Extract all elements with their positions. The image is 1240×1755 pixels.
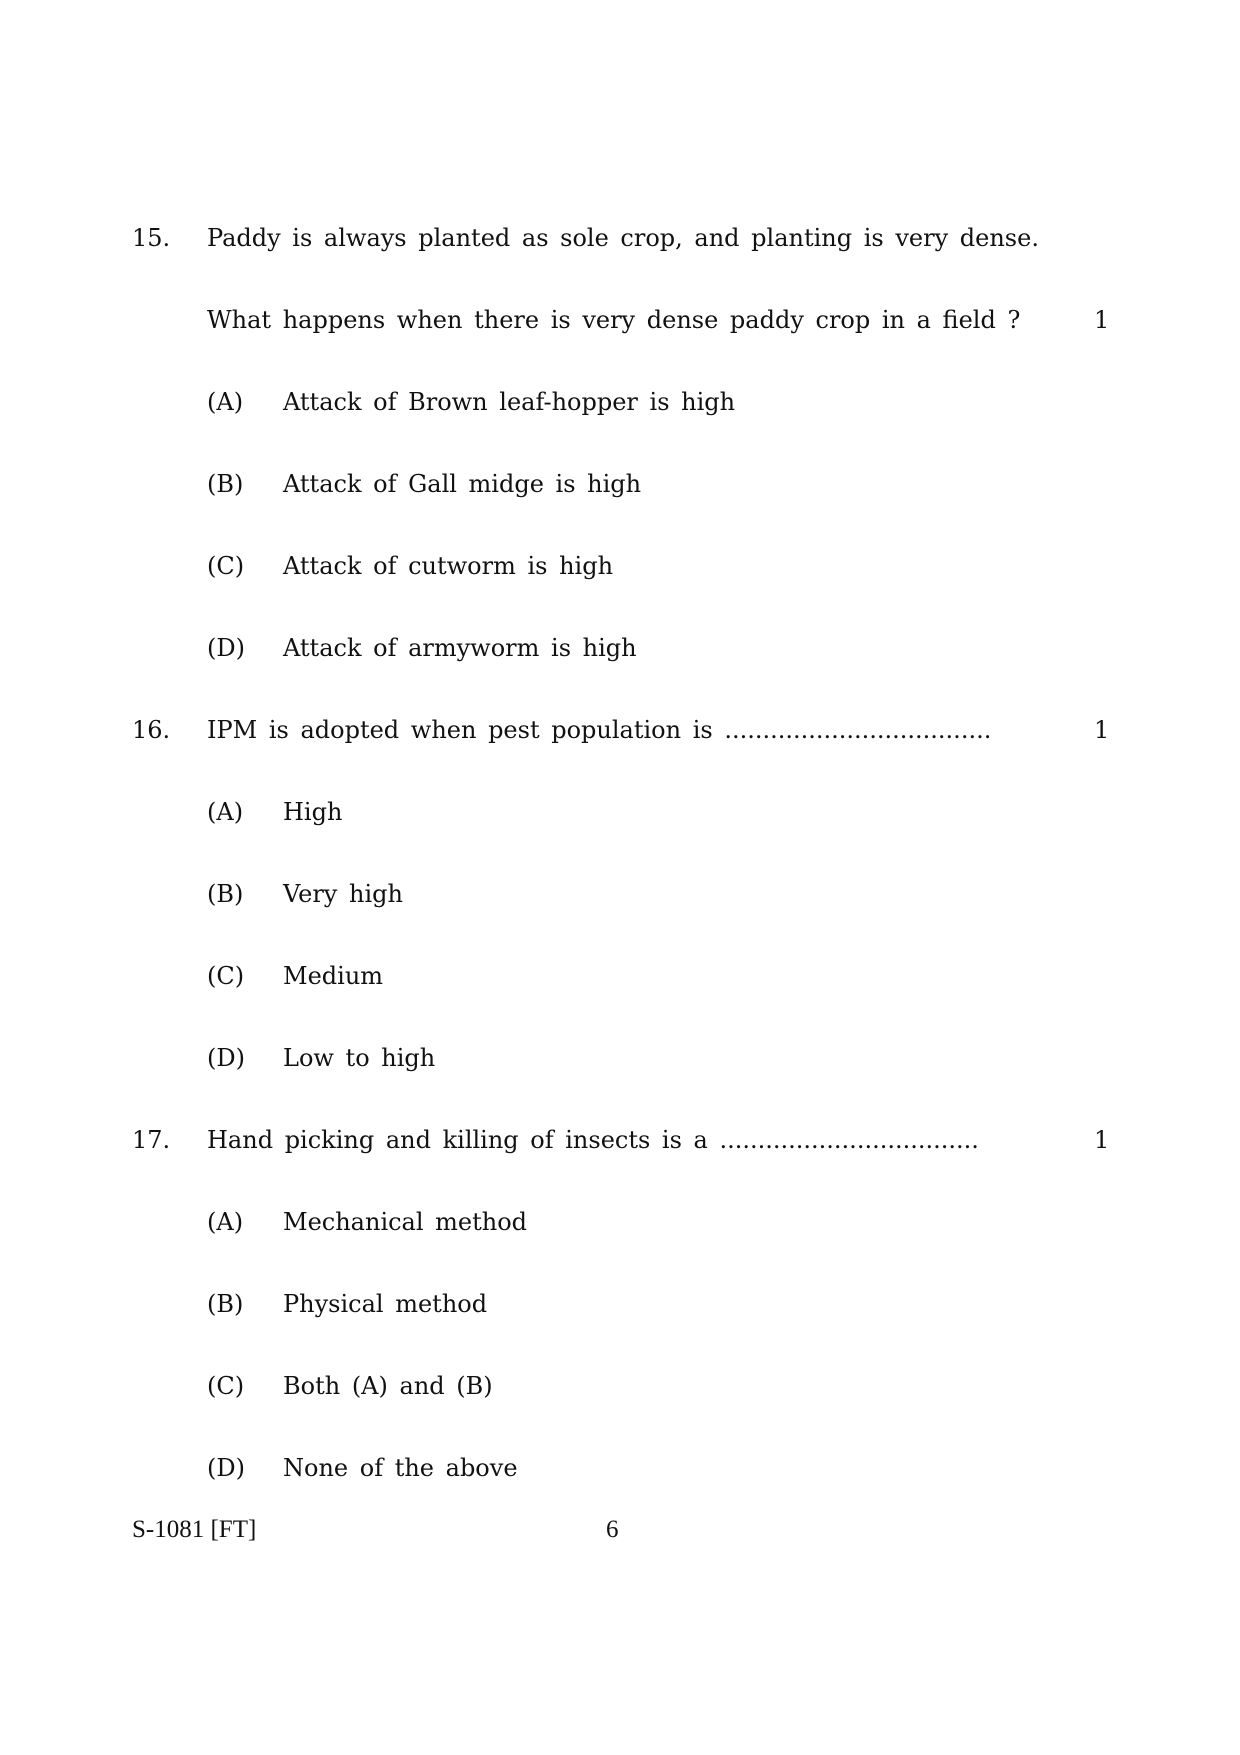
question-16-option-a-text: High [283, 798, 343, 826]
footer-page-number: 6 [606, 1516, 619, 1543]
question-15-marks: 1 [1094, 306, 1110, 334]
question-16-option-d-text: Low to high [283, 1044, 436, 1072]
question-16-option-c-text: Medium [283, 962, 384, 990]
question-15-option-b-text: Attack of Gall midge is high [283, 470, 642, 498]
question-15-option-c-text: Attack of cutworm is high [283, 552, 614, 580]
question-17-option-d-text: None of the above [283, 1454, 518, 1482]
question-15-option-b-label: (B) [207, 470, 244, 498]
question-16-option-a-label: (A) [207, 798, 244, 826]
question-15-option-a-label: (A) [207, 388, 244, 416]
question-17-option-c-label: (C) [207, 1372, 245, 1400]
footer-paper-code: S-1081 [FT] [132, 1516, 257, 1543]
question-15-option-d-label: (D) [207, 634, 245, 662]
question-17-marks: 1 [1094, 1126, 1110, 1154]
question-16-option-b-label: (B) [207, 880, 244, 908]
question-16-text: IPM is adopted when pest population is ................................... [207, 716, 992, 744]
question-15-number: 15. [132, 224, 171, 252]
question-17-option-c-text: Both (A) and (B) [283, 1372, 493, 1400]
question-17-number: 17. [132, 1126, 171, 1154]
question-17-option-a-label: (A) [207, 1208, 244, 1236]
question-16-option-b-text: Very high [283, 880, 403, 908]
question-17-option-d-label: (D) [207, 1454, 245, 1482]
question-17-option-a-text: Mechanical method [283, 1208, 528, 1236]
question-15-text-line-1: Paddy is always planted as sole crop, and planting is very dense. [207, 224, 1039, 252]
question-16-option-d-label: (D) [207, 1044, 245, 1072]
question-15-text-line-2: What happens when there is very dense paddy crop in a field ? [207, 306, 1021, 334]
question-16-marks: 1 [1094, 716, 1110, 744]
question-17-text: Hand picking and killing of insects is a .................................. [207, 1126, 979, 1154]
question-17-option-b-text: Physical method [283, 1290, 488, 1318]
question-17-option-b-label: (B) [207, 1290, 244, 1318]
question-15-option-a-text: Attack of Brown leaf-hopper is high [283, 388, 736, 416]
question-16-number: 16. [132, 716, 171, 744]
question-15-option-d-text: Attack of armyworm is high [283, 634, 637, 662]
question-16-option-c-label: (C) [207, 962, 245, 990]
question-15-option-c-label: (C) [207, 552, 245, 580]
